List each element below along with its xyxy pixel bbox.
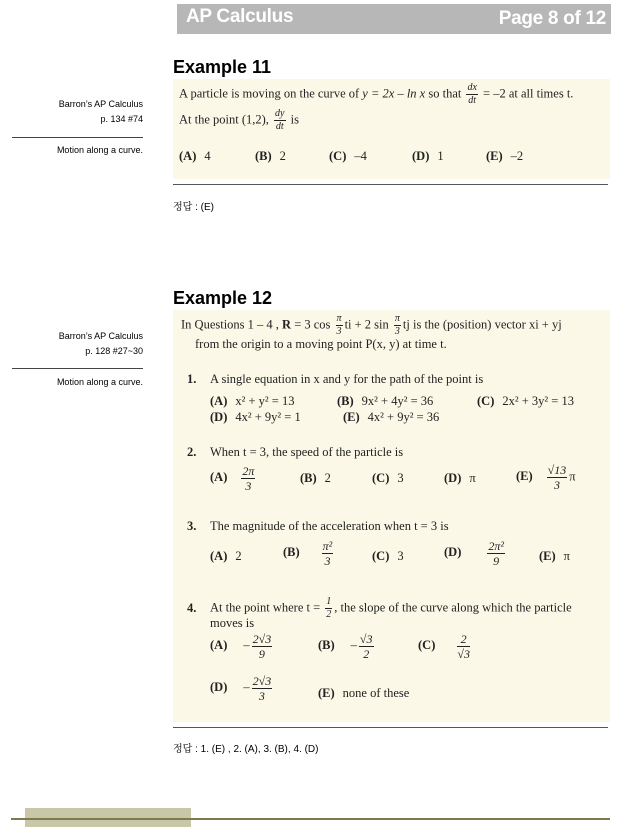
q1-choice-b: (B) 9x² + 4y² = 36 <box>337 394 434 408</box>
example-11-topic: Motion along a curve. <box>56 145 143 155</box>
source-book: Barron’s AP Calculus <box>58 331 143 341</box>
q3-choice-e: (E) π <box>539 549 570 563</box>
question-line-1: A particle is moving on the curve of y = 2x – ln x so that $\frac{dx}{dt}$ = –2 at all times t. <box>179 82 574 106</box>
example-12-answer: 정답 : 1. (E) , 2. (A), 3. (B), 4. (D) <box>173 744 319 755</box>
page-indicator: Page 8 of 12 <box>498 8 606 29</box>
question-line-2: At the point (1,2), $\frac{dy}{dt}$ is <box>179 108 299 132</box>
pi-over-3-fraction: $\frac{\pi}{3}$ <box>336 313 342 337</box>
example-11-question-panel <box>173 79 610 179</box>
example-12-source <box>11 329 143 359</box>
q1-number: 1. <box>187 372 197 386</box>
source-book: Barron’s AP Calculus <box>58 99 143 109</box>
q4-choice-d: (D) – $\frac{2√3}{3}$ <box>210 674 272 703</box>
q2-choice-c: (C) 3 <box>372 471 404 485</box>
q4-number: 4. <box>187 601 197 615</box>
side-divider <box>12 137 143 138</box>
q4-choice-a: (A) – $\frac{2√3}{9}$ <box>210 632 272 661</box>
choice-a: (A) 4 <box>179 149 211 163</box>
choice-d: (D) 1 <box>412 149 444 163</box>
choice-e: (E) –2 <box>486 149 524 163</box>
q2-choice-d: (D) π <box>444 471 476 485</box>
q2-choice-e: (E) $\frac{√13}{3}$ π <box>516 463 576 492</box>
source-page: p. 134 #74 <box>100 114 143 124</box>
q3-number: 3. <box>187 519 197 533</box>
q2-text: When t = 3, the speed of the particle is <box>210 445 404 459</box>
q4-choice-b: (B) – $\frac{√3}{2}$ <box>318 632 373 661</box>
q1-choice-d: (D) 4x² + 9y² = 1 <box>210 410 301 424</box>
q4-choice-c: (C) $\frac{2}{√3}$ <box>418 632 470 661</box>
dx-dt-fraction: $\frac{dx}{dt}$ <box>467 82 477 106</box>
header-title: AP Calculus <box>186 6 294 27</box>
example-11-answer: 정답 : (E) <box>173 202 214 213</box>
q3-choice-a: (A) 2 <box>210 549 242 563</box>
choice-c: (C) –4 <box>329 149 367 163</box>
q4-text: At the point where t = $\frac{1}{2}$ , the slope of the curve along which the particle <box>210 596 572 620</box>
q3-choice-b: (B) $\frac{\text{π²}}{3}$ <box>283 539 333 568</box>
example-11-divider <box>173 184 608 185</box>
q3-choice-d: (D) $\frac{\text{2π²}}{9}$ <box>444 539 504 568</box>
example-12-question-panel <box>173 310 610 722</box>
q4-text-line-2: moves is <box>210 616 255 630</box>
example-12-topic: Motion along a curve. <box>56 377 143 387</box>
pi-over-3-fraction: $\frac{\pi}{3}$ <box>394 313 400 337</box>
choice-b: (B) 2 <box>255 149 286 163</box>
q2-number: 2. <box>187 445 197 459</box>
example-11-source <box>11 97 143 127</box>
intro-line-1: In Questions 1 – 4 , R = 3 cos $\frac{\pi}{3}$ ti + 2 sin $\frac{\pi}{3}$ tj is the (position) vector xi + yj <box>181 313 562 337</box>
q3-text: The magnitude of the acceleration when t = 3 is <box>210 519 449 533</box>
source-page: p. 128 #27~30 <box>85 346 143 356</box>
intro-line-2: from the origin to a moving point P(x, y) at time t. <box>195 337 447 351</box>
q2-choice-b: (B) 2 <box>300 471 331 485</box>
dy-dt-fraction: $\frac{dy}{dt}$ <box>275 108 285 132</box>
footer-rule <box>11 818 610 820</box>
q2-choice-a: (A) $\frac{2\pi}{3}$ <box>210 464 255 493</box>
side-divider <box>12 368 143 369</box>
q4-choice-e: (E) none of these <box>318 686 410 700</box>
example-12-divider <box>173 727 608 728</box>
q1-choice-a: (A) x² + y² = 13 <box>210 394 295 408</box>
q1-text: A single equation in x and y for the path of the point is <box>210 372 484 386</box>
example-11-title: Example 11 <box>173 57 272 77</box>
q3-choice-c: (C) 3 <box>372 549 404 563</box>
q1-choice-e: (E) 4x² + 9y² = 36 <box>343 410 440 424</box>
example-12-title: Example 12 <box>173 288 273 308</box>
q1-choice-c: (C) 2x² + 3y² = 13 <box>477 394 574 408</box>
